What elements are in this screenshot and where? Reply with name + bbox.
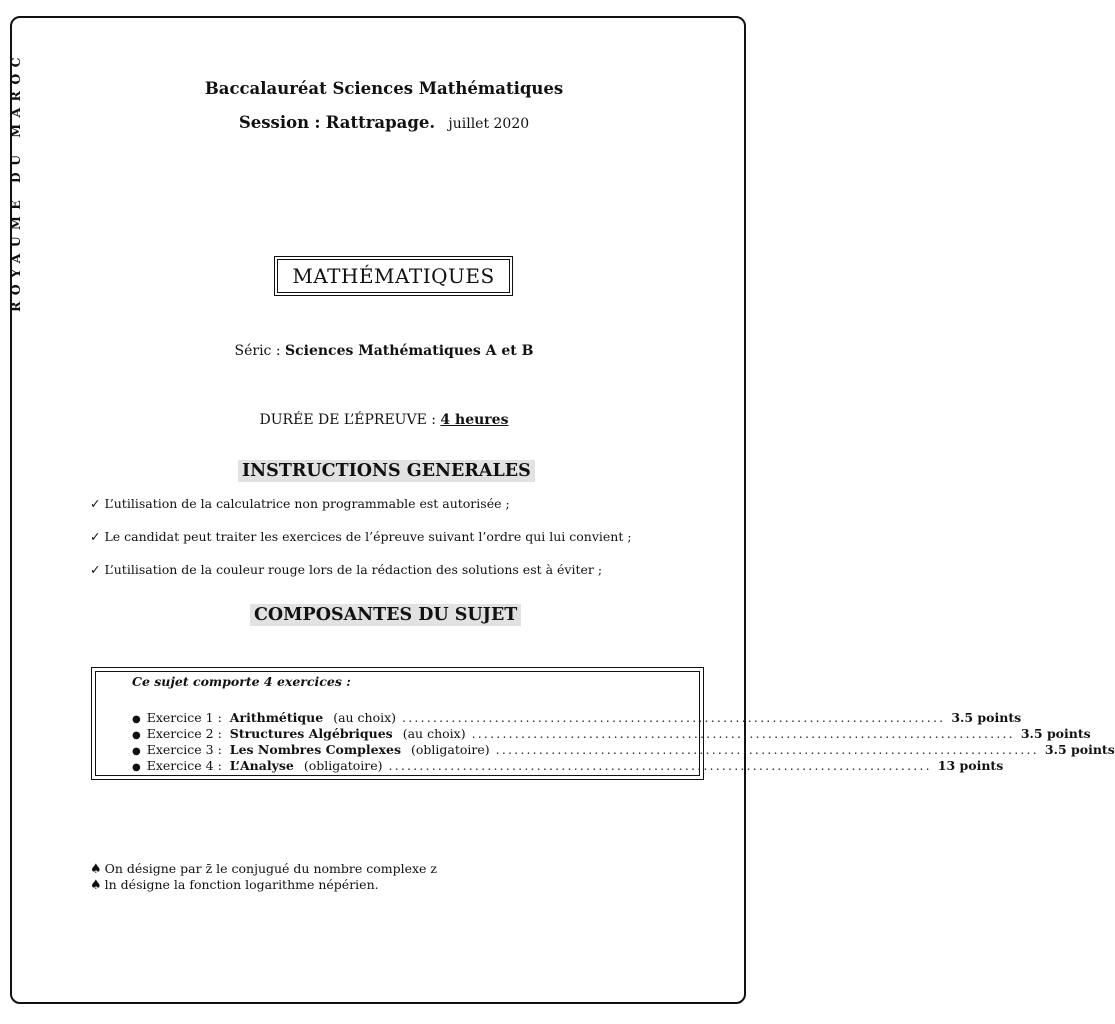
subject-title: MATHÉMATIQUES bbox=[277, 259, 510, 293]
session-value: Rattrapage. bbox=[325, 113, 436, 132]
duration-value: 4 heures bbox=[440, 412, 509, 428]
exercise-name: L’Analyse bbox=[229, 758, 294, 773]
bullet-icon: ● bbox=[132, 762, 141, 773]
serie-label: Séric : bbox=[234, 343, 281, 359]
exercise-points: 3.5 points bbox=[1020, 726, 1091, 741]
check-icon: ✓ bbox=[90, 529, 101, 544]
exercise-row bbox=[132, 726, 1091, 742]
exercise-number: Exercice 1 : bbox=[146, 710, 222, 725]
exercises-intro: Ce sujet comporte 4 exercices : bbox=[132, 674, 351, 689]
instruction-item bbox=[90, 562, 602, 577]
exercise-name: Les Nombres Complexes bbox=[229, 742, 401, 757]
check-icon: ✓ bbox=[90, 496, 101, 511]
bullet-icon: ● bbox=[132, 746, 141, 757]
instruction-text: L’utilisation de la couleur rouge lors de la rédaction des solutions est à éviter ; bbox=[104, 562, 603, 577]
exercise-row bbox=[132, 742, 1115, 758]
exercise-name: Structures Algébriques bbox=[229, 726, 393, 741]
exercise-row bbox=[132, 758, 1004, 774]
instruction-item bbox=[90, 529, 632, 544]
bullet-icon: ● bbox=[132, 730, 141, 741]
duration-label: DURÉE DE L’ÉPREUVE : bbox=[259, 412, 436, 428]
exercise-mode: (au choix) bbox=[333, 710, 397, 725]
dot-leader: ........................................................................................ bbox=[402, 710, 946, 725]
side-label-container: ROYAUME DU MAROC bbox=[8, 51, 23, 312]
exercise-name: Arithmétique bbox=[229, 710, 324, 725]
exercise-number: Exercice 2 : bbox=[146, 726, 222, 741]
exercise-points: 13 points bbox=[937, 758, 1004, 773]
exercise-number: Exercice 4 : bbox=[146, 758, 222, 773]
spade-icon: ♠ bbox=[90, 878, 102, 893]
exercise-mode: (obligatoire) bbox=[410, 742, 490, 757]
note-item bbox=[90, 861, 437, 877]
serie-value: Sciences Mathématiques A et B bbox=[285, 343, 534, 359]
session-line bbox=[0, 113, 768, 132]
instructions-heading: INSTRUCTIONS GENERALES bbox=[238, 460, 535, 482]
note-text: On désigne par z̄ le conjugué du nombre complexe z bbox=[104, 861, 438, 876]
subject-title-box bbox=[274, 256, 513, 296]
session-separator: : bbox=[314, 113, 321, 132]
exam-heading: Baccalauréat Sciences Mathématiques bbox=[204, 79, 564, 98]
composantes-heading: COMPOSANTES DU SUJET bbox=[250, 604, 521, 626]
instruction-text: L’utilisation de la calculatrice non programmable est autorisée ; bbox=[104, 496, 510, 511]
session-label: Session bbox=[238, 113, 310, 132]
exercises-box bbox=[91, 667, 1115, 780]
instruction-text: Le candidat peut traiter les exercices de l’épreuve suivant l’ordre qui lui convient ; bbox=[104, 529, 632, 544]
instruction-item bbox=[90, 496, 510, 511]
exercise-points: 3.5 points bbox=[951, 710, 1022, 725]
exercise-row bbox=[132, 710, 1022, 726]
note-item bbox=[90, 877, 379, 893]
exercise-number: Exercice 3 : bbox=[146, 742, 222, 757]
spade-icon: ♠ bbox=[90, 862, 102, 877]
serie-line bbox=[0, 343, 768, 359]
exercise-points: 3.5 points bbox=[1044, 742, 1115, 757]
check-icon: ✓ bbox=[90, 562, 101, 577]
duration-line bbox=[0, 412, 768, 428]
session-date: juillet 2020 bbox=[448, 116, 530, 132]
dot-leader: ........................................................................................ bbox=[471, 726, 1015, 741]
dot-leader: ........................................................................................ bbox=[388, 758, 932, 773]
exercise-mode: (obligatoire) bbox=[303, 758, 383, 773]
dot-leader: ........................................................................................ bbox=[495, 742, 1039, 757]
bullet-icon: ● bbox=[132, 714, 141, 725]
exercise-mode: (au choix) bbox=[402, 726, 466, 741]
note-text: ln désigne la fonction logarithme népérien. bbox=[104, 877, 379, 892]
exercises-box-inner bbox=[95, 671, 1115, 776]
